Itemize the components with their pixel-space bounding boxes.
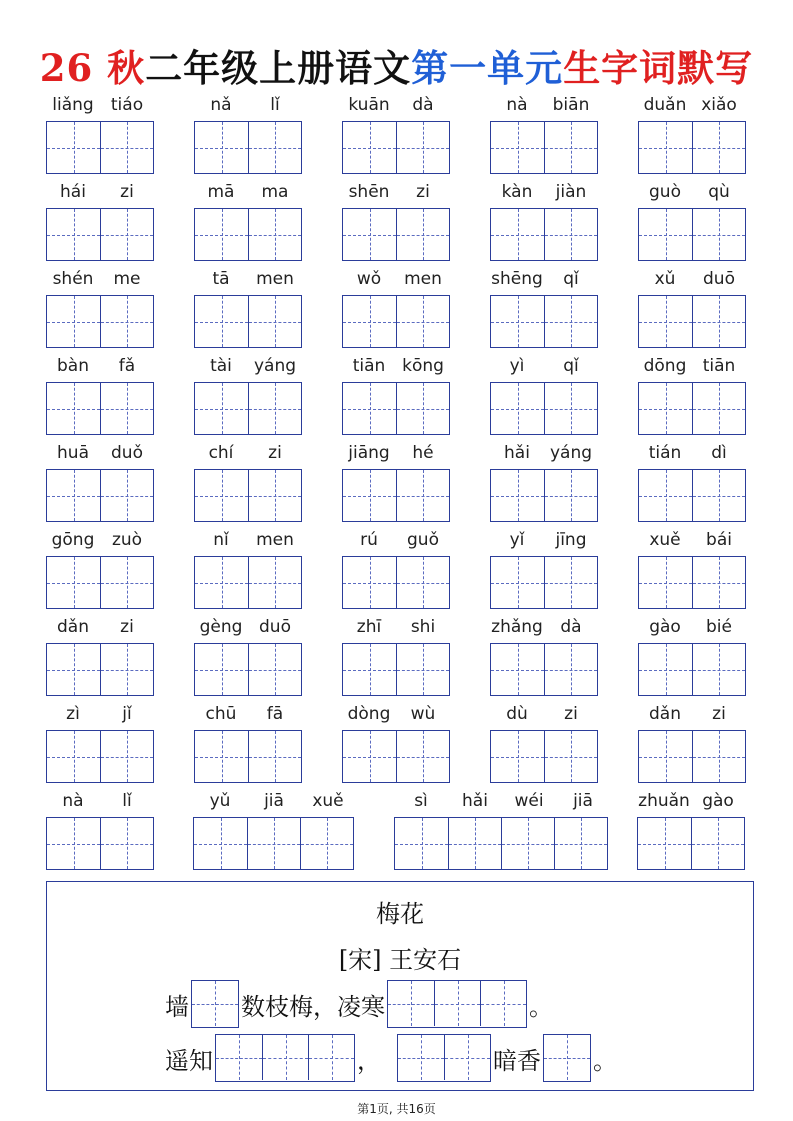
writing-cell[interactable] bbox=[491, 557, 544, 608]
writing-cell[interactable] bbox=[396, 644, 449, 695]
pinyin-label: sì bbox=[414, 791, 428, 811]
pinyin-label: hé bbox=[412, 443, 434, 463]
writing-cell[interactable] bbox=[544, 383, 597, 434]
pinyin-label: dǎn bbox=[57, 617, 89, 637]
poem-text: 数枝梅，凌寒 bbox=[241, 992, 385, 1021]
pinyin-label: qù bbox=[708, 182, 730, 202]
pinyin-label: nǐ bbox=[213, 530, 229, 550]
writing-cell[interactable] bbox=[692, 731, 745, 782]
writing-cell[interactable] bbox=[47, 731, 100, 782]
pinyin-label: shi bbox=[410, 617, 436, 637]
writing-boxes[interactable] bbox=[46, 208, 154, 261]
pinyin-label: qǐ bbox=[563, 356, 579, 376]
writing-boxes[interactable] bbox=[194, 556, 302, 609]
pinyin-label: duǎn bbox=[643, 95, 687, 115]
pinyin-label: bàn bbox=[57, 356, 89, 376]
writing-cell[interactable] bbox=[491, 383, 544, 434]
writing-boxes[interactable] bbox=[194, 208, 302, 261]
writing-boxes[interactable] bbox=[637, 817, 745, 870]
writing-cell[interactable] bbox=[47, 296, 100, 347]
writing-cell[interactable] bbox=[343, 644, 396, 695]
pinyin-label: zi bbox=[120, 182, 134, 202]
pinyin-label: lǐ bbox=[122, 791, 132, 811]
writing-boxes[interactable] bbox=[490, 730, 598, 783]
pinyin-label: zì bbox=[66, 704, 80, 724]
writing-boxes[interactable] bbox=[490, 295, 598, 348]
writing-cell[interactable] bbox=[639, 557, 692, 608]
writing-cell[interactable] bbox=[544, 644, 597, 695]
answer-box[interactable] bbox=[543, 1034, 591, 1082]
writing-boxes[interactable] bbox=[194, 643, 302, 696]
pinyin-label: nà bbox=[62, 791, 84, 811]
pinyin-label: nǎ bbox=[210, 95, 232, 115]
pinyin-label: jiā bbox=[573, 791, 593, 811]
writing-cell[interactable] bbox=[396, 383, 449, 434]
writing-cell[interactable] bbox=[343, 296, 396, 347]
writing-cell[interactable] bbox=[100, 296, 153, 347]
pinyin-label: mā bbox=[207, 182, 235, 202]
pinyin-label: tiān bbox=[702, 356, 736, 376]
writing-cell[interactable] bbox=[396, 557, 449, 608]
pinyin-label: tài bbox=[210, 356, 232, 376]
pinyin-label: zhuǎn bbox=[638, 791, 690, 811]
writing-boxes[interactable] bbox=[342, 469, 450, 522]
pinyin-label: jiāng bbox=[348, 443, 390, 463]
writing-boxes[interactable] bbox=[638, 121, 746, 174]
writing-boxes[interactable] bbox=[342, 643, 450, 696]
poem-text: 暗香 bbox=[493, 1046, 541, 1075]
page-footer: 第1页, 共16页 bbox=[357, 1102, 436, 1116]
writing-cell[interactable] bbox=[100, 122, 153, 173]
writing-cell[interactable] bbox=[491, 731, 544, 782]
writing-cell[interactable] bbox=[491, 644, 544, 695]
title-part: 秋 bbox=[93, 46, 146, 90]
writing-cell[interactable] bbox=[248, 209, 301, 260]
poem-text: 墙 bbox=[165, 992, 189, 1021]
writing-boxes[interactable] bbox=[342, 295, 450, 348]
pinyin-label: dòng bbox=[347, 704, 391, 724]
pinyin-label: duō bbox=[703, 269, 735, 289]
writing-cell[interactable] bbox=[692, 470, 745, 521]
pinyin-label: zuò bbox=[111, 530, 143, 550]
pinyin-label: xiǎo bbox=[701, 95, 737, 115]
pinyin-label: liǎng bbox=[52, 95, 94, 115]
writing-cell[interactable] bbox=[491, 470, 544, 521]
pinyin-label: wù bbox=[410, 704, 436, 724]
pinyin-label: hǎi bbox=[462, 791, 488, 811]
title-part: 生字词默写 bbox=[563, 46, 754, 90]
pinyin-label: fǎ bbox=[118, 356, 136, 376]
pinyin-label: zi bbox=[564, 704, 578, 724]
writing-boxes[interactable] bbox=[490, 382, 598, 435]
writing-boxes[interactable] bbox=[490, 556, 598, 609]
poem-title: 梅花 bbox=[376, 900, 424, 928]
writing-cell[interactable] bbox=[248, 470, 301, 521]
pinyin-label: zi bbox=[712, 704, 726, 724]
pinyin-label: zi bbox=[416, 182, 430, 202]
writing-cell[interactable] bbox=[544, 470, 597, 521]
pinyin-label: dà bbox=[412, 95, 434, 115]
pinyin-label: xǔ bbox=[654, 269, 676, 289]
writing-boxes[interactable] bbox=[46, 295, 154, 348]
writing-cell[interactable] bbox=[47, 644, 100, 695]
writing-boxes[interactable] bbox=[638, 556, 746, 609]
writing-cell[interactable] bbox=[501, 818, 554, 869]
writing-boxes[interactable] bbox=[638, 643, 746, 696]
pinyin-label: ma bbox=[261, 182, 289, 202]
writing-cell[interactable] bbox=[692, 209, 745, 260]
writing-cell[interactable] bbox=[100, 557, 153, 608]
pinyin-label: kàn bbox=[501, 182, 533, 202]
writing-boxes[interactable] bbox=[638, 208, 746, 261]
pinyin-label: jǐ bbox=[122, 704, 132, 724]
writing-cell[interactable] bbox=[100, 209, 153, 260]
pinyin-label: yǐ bbox=[509, 530, 525, 550]
writing-boxes[interactable] bbox=[194, 469, 302, 522]
writing-cell[interactable] bbox=[343, 557, 396, 608]
writing-boxes[interactable] bbox=[46, 382, 154, 435]
writing-cell[interactable] bbox=[692, 383, 745, 434]
poem-text: 。 bbox=[529, 992, 553, 1021]
pinyin-label: me bbox=[113, 269, 141, 289]
writing-boxes[interactable] bbox=[194, 382, 302, 435]
writing-cell[interactable] bbox=[343, 731, 396, 782]
pinyin-label: yáng bbox=[549, 443, 593, 463]
pinyin-label: tiān bbox=[352, 356, 386, 376]
pinyin-label: duǒ bbox=[111, 443, 143, 463]
writing-boxes[interactable] bbox=[193, 817, 354, 870]
answer-box[interactable] bbox=[397, 1034, 491, 1082]
writing-boxes[interactable] bbox=[46, 556, 154, 609]
pinyin-label: guǒ bbox=[407, 530, 439, 550]
writing-cell[interactable] bbox=[47, 818, 100, 869]
pinyin-label: hái bbox=[60, 182, 86, 202]
writing-cell[interactable] bbox=[544, 296, 597, 347]
writing-cell[interactable] bbox=[554, 818, 607, 869]
pinyin-label: yì bbox=[509, 356, 525, 376]
writing-cell[interactable] bbox=[343, 470, 396, 521]
pinyin-label: huā bbox=[57, 443, 89, 463]
writing-cell[interactable] bbox=[639, 731, 692, 782]
writing-cell[interactable] bbox=[544, 557, 597, 608]
pinyin-label: shēn bbox=[348, 182, 390, 202]
pinyin-label: zhī bbox=[356, 617, 382, 637]
writing-cell[interactable] bbox=[396, 209, 449, 260]
writing-boxes[interactable] bbox=[394, 817, 608, 870]
writing-cell[interactable] bbox=[248, 383, 301, 434]
pinyin-label: qǐ bbox=[563, 269, 579, 289]
writing-cell[interactable] bbox=[691, 818, 744, 869]
writing-cell[interactable] bbox=[195, 644, 248, 695]
pinyin-label: jiā bbox=[264, 791, 284, 811]
pinyin-label: dì bbox=[711, 443, 727, 463]
pinyin-label: yáng bbox=[253, 356, 297, 376]
pinyin-label: fā bbox=[266, 704, 284, 724]
writing-cell[interactable] bbox=[195, 731, 248, 782]
writing-cell[interactable] bbox=[448, 818, 501, 869]
writing-cell[interactable] bbox=[638, 818, 691, 869]
writing-cell[interactable] bbox=[343, 122, 396, 173]
writing-cell[interactable] bbox=[100, 644, 153, 695]
pinyin-label: duō bbox=[259, 617, 291, 637]
writing-boxes[interactable] bbox=[46, 730, 154, 783]
pinyin-label: jīng bbox=[555, 530, 587, 550]
writing-cell[interactable] bbox=[47, 122, 100, 173]
writing-boxes[interactable] bbox=[46, 121, 154, 174]
writing-cell[interactable] bbox=[195, 557, 248, 608]
writing-boxes[interactable] bbox=[342, 382, 450, 435]
poem-line-2 bbox=[165, 1034, 617, 1082]
pinyin-label: biān bbox=[552, 95, 590, 115]
pinyin-label: zi bbox=[268, 443, 282, 463]
writing-cell[interactable] bbox=[343, 209, 396, 260]
writing-cell[interactable] bbox=[639, 122, 692, 173]
writing-cell[interactable] bbox=[300, 818, 353, 869]
pinyin-label: jiàn bbox=[555, 182, 587, 202]
pinyin-label: xuě bbox=[649, 530, 681, 550]
writing-boxes[interactable] bbox=[490, 643, 598, 696]
writing-cell[interactable] bbox=[247, 818, 300, 869]
pinyin-label: tiáo bbox=[110, 95, 144, 115]
pinyin-label: wǒ bbox=[356, 269, 382, 289]
writing-boxes[interactable] bbox=[342, 730, 450, 783]
answer-box[interactable] bbox=[215, 1034, 355, 1082]
writing-cell[interactable] bbox=[544, 209, 597, 260]
writing-cell[interactable] bbox=[639, 383, 692, 434]
pinyin-label: dǎn bbox=[649, 704, 681, 724]
writing-cell[interactable] bbox=[343, 383, 396, 434]
pinyin-label: tā bbox=[212, 269, 230, 289]
writing-cell[interactable] bbox=[47, 470, 100, 521]
pinyin-label: dà bbox=[560, 617, 582, 637]
poem-text: 。 bbox=[593, 1046, 617, 1075]
writing-boxes[interactable] bbox=[342, 208, 450, 261]
pinyin-label: zhǎng bbox=[491, 617, 543, 637]
writing-cell[interactable] bbox=[639, 470, 692, 521]
writing-cell[interactable] bbox=[248, 122, 301, 173]
writing-cell[interactable] bbox=[396, 731, 449, 782]
writing-cell[interactable] bbox=[100, 818, 153, 869]
writing-cell[interactable] bbox=[692, 122, 745, 173]
writing-boxes[interactable] bbox=[638, 295, 746, 348]
writing-cell[interactable] bbox=[491, 209, 544, 260]
writing-cell[interactable] bbox=[248, 731, 301, 782]
writing-cell[interactable] bbox=[100, 470, 153, 521]
writing-cell[interactable] bbox=[195, 296, 248, 347]
pinyin-label: men bbox=[256, 269, 294, 289]
writing-boxes[interactable] bbox=[194, 295, 302, 348]
writing-cell[interactable] bbox=[639, 644, 692, 695]
writing-cell[interactable] bbox=[491, 296, 544, 347]
pinyin-label: men bbox=[404, 269, 442, 289]
pinyin-label: kōng bbox=[402, 356, 444, 376]
pinyin-label: guò bbox=[649, 182, 681, 202]
writing-boxes[interactable] bbox=[342, 121, 450, 174]
writing-cell[interactable] bbox=[47, 557, 100, 608]
writing-cell[interactable] bbox=[195, 470, 248, 521]
writing-boxes[interactable] bbox=[194, 121, 302, 174]
pinyin-label: gào bbox=[649, 617, 681, 637]
poem-box bbox=[46, 881, 754, 1091]
writing-boxes[interactable] bbox=[194, 730, 302, 783]
writing-boxes[interactable] bbox=[46, 643, 154, 696]
poem-text: ， bbox=[357, 1046, 381, 1075]
pinyin-label: dōng bbox=[643, 356, 687, 376]
writing-cell[interactable] bbox=[639, 296, 692, 347]
pinyin-label: wéi bbox=[514, 791, 544, 811]
writing-cell[interactable] bbox=[195, 209, 248, 260]
writing-cell[interactable] bbox=[248, 557, 301, 608]
pinyin-label: hǎi bbox=[504, 443, 530, 463]
writing-boxes[interactable] bbox=[46, 817, 154, 870]
writing-cell[interactable] bbox=[692, 644, 745, 695]
writing-cell[interactable] bbox=[47, 383, 100, 434]
writing-cell[interactable] bbox=[100, 383, 153, 434]
pinyin-label: gèng bbox=[199, 617, 243, 637]
writing-cell[interactable] bbox=[248, 296, 301, 347]
writing-boxes[interactable] bbox=[490, 121, 598, 174]
pinyin-label: shēng bbox=[491, 269, 543, 289]
writing-boxes[interactable] bbox=[490, 469, 598, 522]
pinyin-label: xuě bbox=[312, 791, 344, 811]
writing-cell[interactable] bbox=[248, 644, 301, 695]
writing-cell[interactable] bbox=[195, 383, 248, 434]
title-part: 26 bbox=[39, 46, 94, 90]
poem-text: 遥知 bbox=[165, 1046, 213, 1075]
pinyin-label: men bbox=[256, 530, 294, 550]
pinyin-label: shén bbox=[52, 269, 94, 289]
writing-boxes[interactable] bbox=[638, 730, 746, 783]
writing-cell[interactable] bbox=[692, 557, 745, 608]
pinyin-label: chí bbox=[208, 443, 234, 463]
writing-cell[interactable] bbox=[47, 209, 100, 260]
title-part: 二年级上册语文 bbox=[145, 46, 412, 90]
pinyin-label: tián bbox=[648, 443, 682, 463]
pinyin-label: nà bbox=[506, 95, 528, 115]
poem-author: [宋] 王安石 bbox=[338, 946, 462, 974]
poem-line-1 bbox=[165, 980, 553, 1028]
pinyin-label: kuān bbox=[348, 95, 390, 115]
answer-box[interactable] bbox=[387, 980, 527, 1028]
writing-boxes[interactable] bbox=[638, 469, 746, 522]
writing-cell[interactable] bbox=[396, 470, 449, 521]
writing-cell[interactable] bbox=[395, 818, 448, 869]
pinyin-label: rú bbox=[360, 530, 378, 550]
pinyin-label: yǔ bbox=[209, 791, 231, 811]
pinyin-label: chū bbox=[205, 704, 237, 724]
pinyin-label: bié bbox=[706, 617, 732, 637]
writing-boxes[interactable] bbox=[46, 469, 154, 522]
writing-cell[interactable] bbox=[396, 296, 449, 347]
writing-cell[interactable] bbox=[639, 209, 692, 260]
writing-boxes[interactable] bbox=[342, 556, 450, 609]
pinyin-label: gào bbox=[702, 791, 734, 811]
writing-cell[interactable] bbox=[396, 122, 449, 173]
writing-cell[interactable] bbox=[195, 122, 248, 173]
answer-box[interactable] bbox=[191, 980, 239, 1028]
writing-cell[interactable] bbox=[100, 731, 153, 782]
pinyin-label: zi bbox=[120, 617, 134, 637]
pinyin-label: dù bbox=[506, 704, 528, 724]
writing-boxes[interactable] bbox=[490, 208, 598, 261]
writing-cell[interactable] bbox=[692, 296, 745, 347]
pinyin-label: lǐ bbox=[270, 95, 280, 115]
writing-boxes[interactable] bbox=[638, 382, 746, 435]
pinyin-label: bái bbox=[706, 530, 732, 550]
title-part: 第一单元 bbox=[411, 46, 564, 90]
writing-cell[interactable] bbox=[194, 818, 247, 869]
writing-cell[interactable] bbox=[491, 122, 544, 173]
writing-cell[interactable] bbox=[544, 731, 597, 782]
pinyin-label: gōng bbox=[51, 530, 95, 550]
writing-cell[interactable] bbox=[544, 122, 597, 173]
